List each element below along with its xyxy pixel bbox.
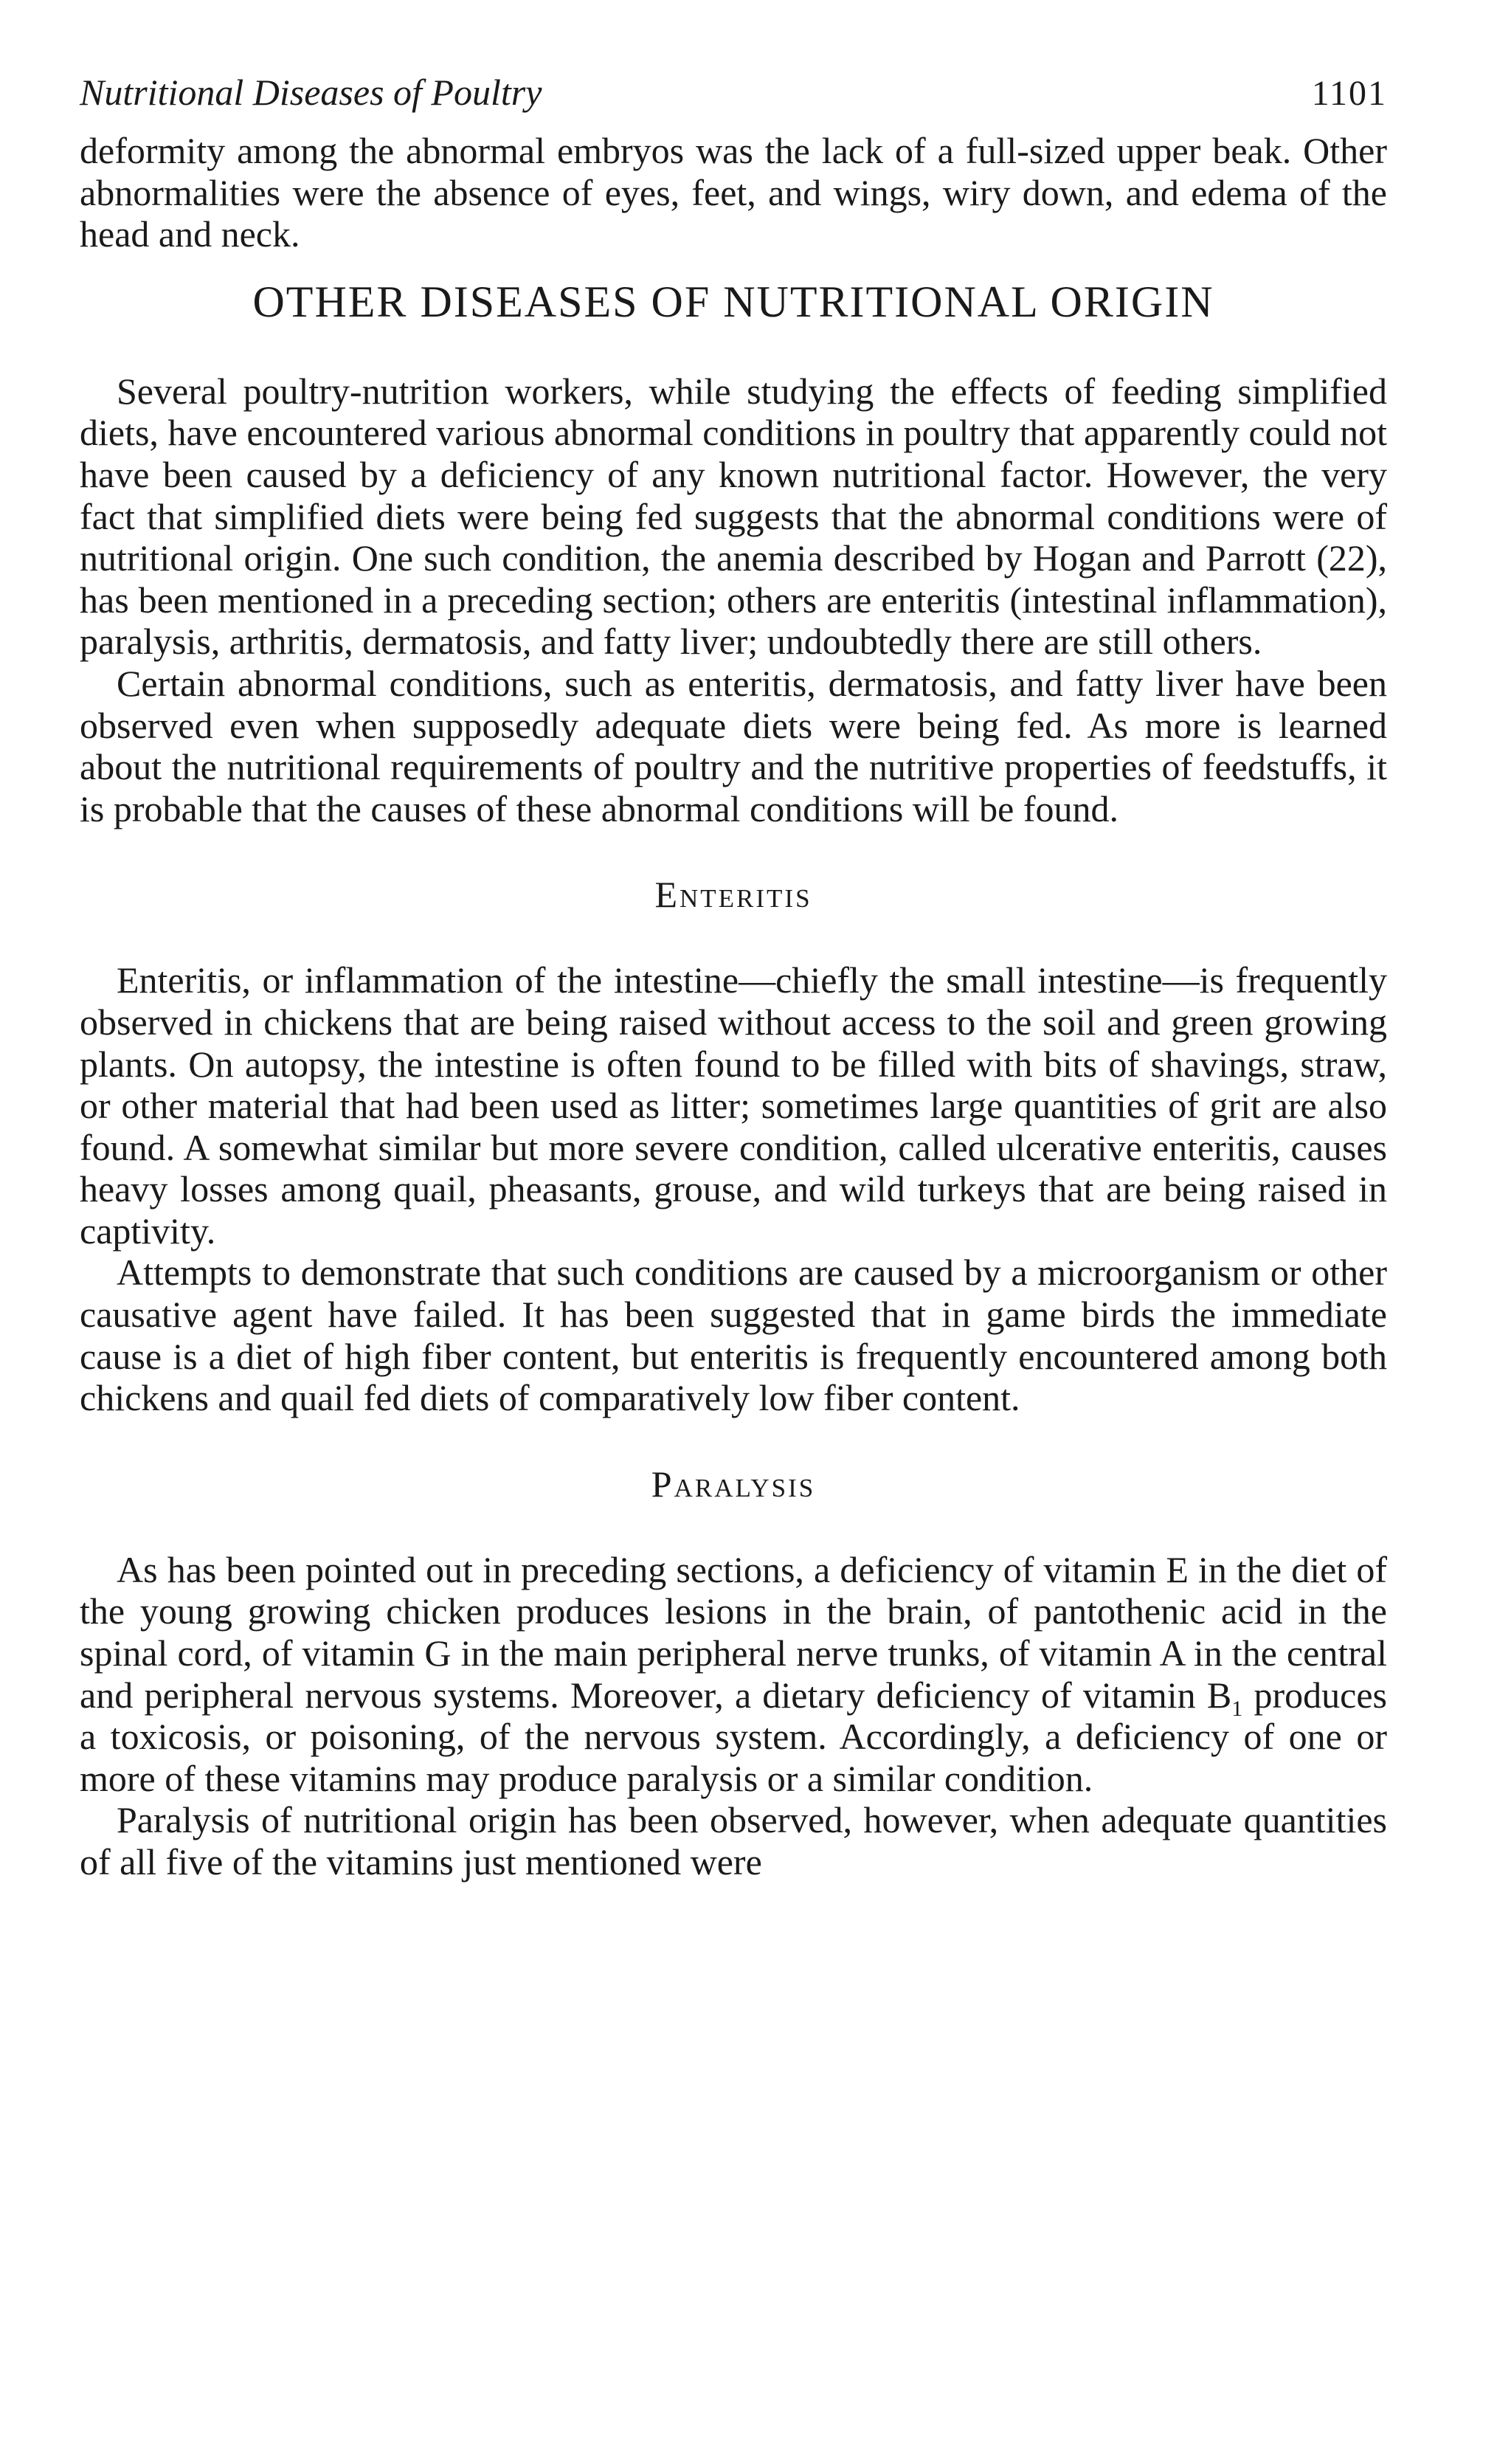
subscript: 1 — [1231, 1696, 1243, 1721]
paragraph: Several poultry-nutrition workers, while studying the effects of feeding simplified diets, have encountered various abnormal conditions in poultry that apparently could not have been caused by a deficiency of any known nutritional factor. However, the very fact that simplified diets were being fed suggests that the abnormal conditions were of nutritional origin. One such condition, the anemia described by Hogan and Parrott (22), has been mentioned in a preceding section; others are enteritis (intestinal inflammation), paralysis, arthritis, dermatosis, and fatty liver; undoubtedly there are still others. — [80, 370, 1387, 663]
paragraph: Paralysis of nutritional origin has been observed, however, when adequate quantities of all five of the vitamins just mentioned were — [80, 1799, 1387, 1882]
subheading-enteritis: Enteritis — [654, 874, 812, 916]
paragraph-text: As has been pointed out in preceding sections, a deficiency of vitamin E in the diet of the young growing chicken produces lesions in the brain, of pantothenic acid in the spinal cord, of vitamin G in the main peripheral nerve trunks, of vitamin A in the central and peripheral nervous systems. Moreover, a dietary deficiency of vitamin B — [80, 1548, 1387, 1716]
page-number: 1101 — [1311, 74, 1387, 113]
running-title: Nutritional Diseases of Poultry — [80, 72, 542, 113]
subheading-paralysis: Paralysis — [651, 1463, 816, 1505]
running-head — [80, 71, 1387, 130]
paragraph: Enteritis, or inflammation of the intestine—chiefly the small intestine—is frequently observed in chickens that are being raised without access to the soil and green growing plants. On autopsy, the intestine is often found to be filled with bits of shavings, straw, or other material that had been used as litter; sometimes large quantities of grit are also found. A somewhat similar but more severe condition, called ulcerative enteritis, causes heavy losses among quail, pheasants, grouse, and wild turkeys that are being raised in captivity. — [80, 959, 1387, 1252]
paragraph: Certain abnormal conditions, such as enteritis, dermatosis, and fatty liver have been observed even when supposedly adequate diets were being fed. As more is learned about the nutritional requirements of poultry and the nutritive properties of feedstuffs, it is probable that the causes of these abnormal conditions will be found. — [80, 662, 1387, 829]
section-heading: OTHER DISEASES OF NUTRITIONAL ORIGIN — [252, 277, 1214, 326]
continued-paragraph: deformity among the abnormal embryos was the lack of a full-sized upper beak. Other abnormalities were the absence of eyes, feet, and wings, wiry down, and edema of the head and neck. — [80, 130, 1387, 255]
paragraph: Attempts to demonstrate that such conditions are caused by a microorganism or other causative agent have failed. It has been suggested that in game birds the immediate cause is a diet of high fiber content, but enteritis is frequently encountered among both chickens and quail fed diets of comparatively low fiber content. — [80, 1252, 1387, 1419]
body-text — [80, 130, 1387, 1883]
paragraph — [80, 1549, 1387, 1800]
paragraph-text: produces a toxicosis, or poisoning, of the nervous system. Accordingly, a deficiency of one or more of these vitamins may produce paralysis or a similar condition. — [80, 1674, 1387, 1799]
page — [80, 71, 1387, 1883]
